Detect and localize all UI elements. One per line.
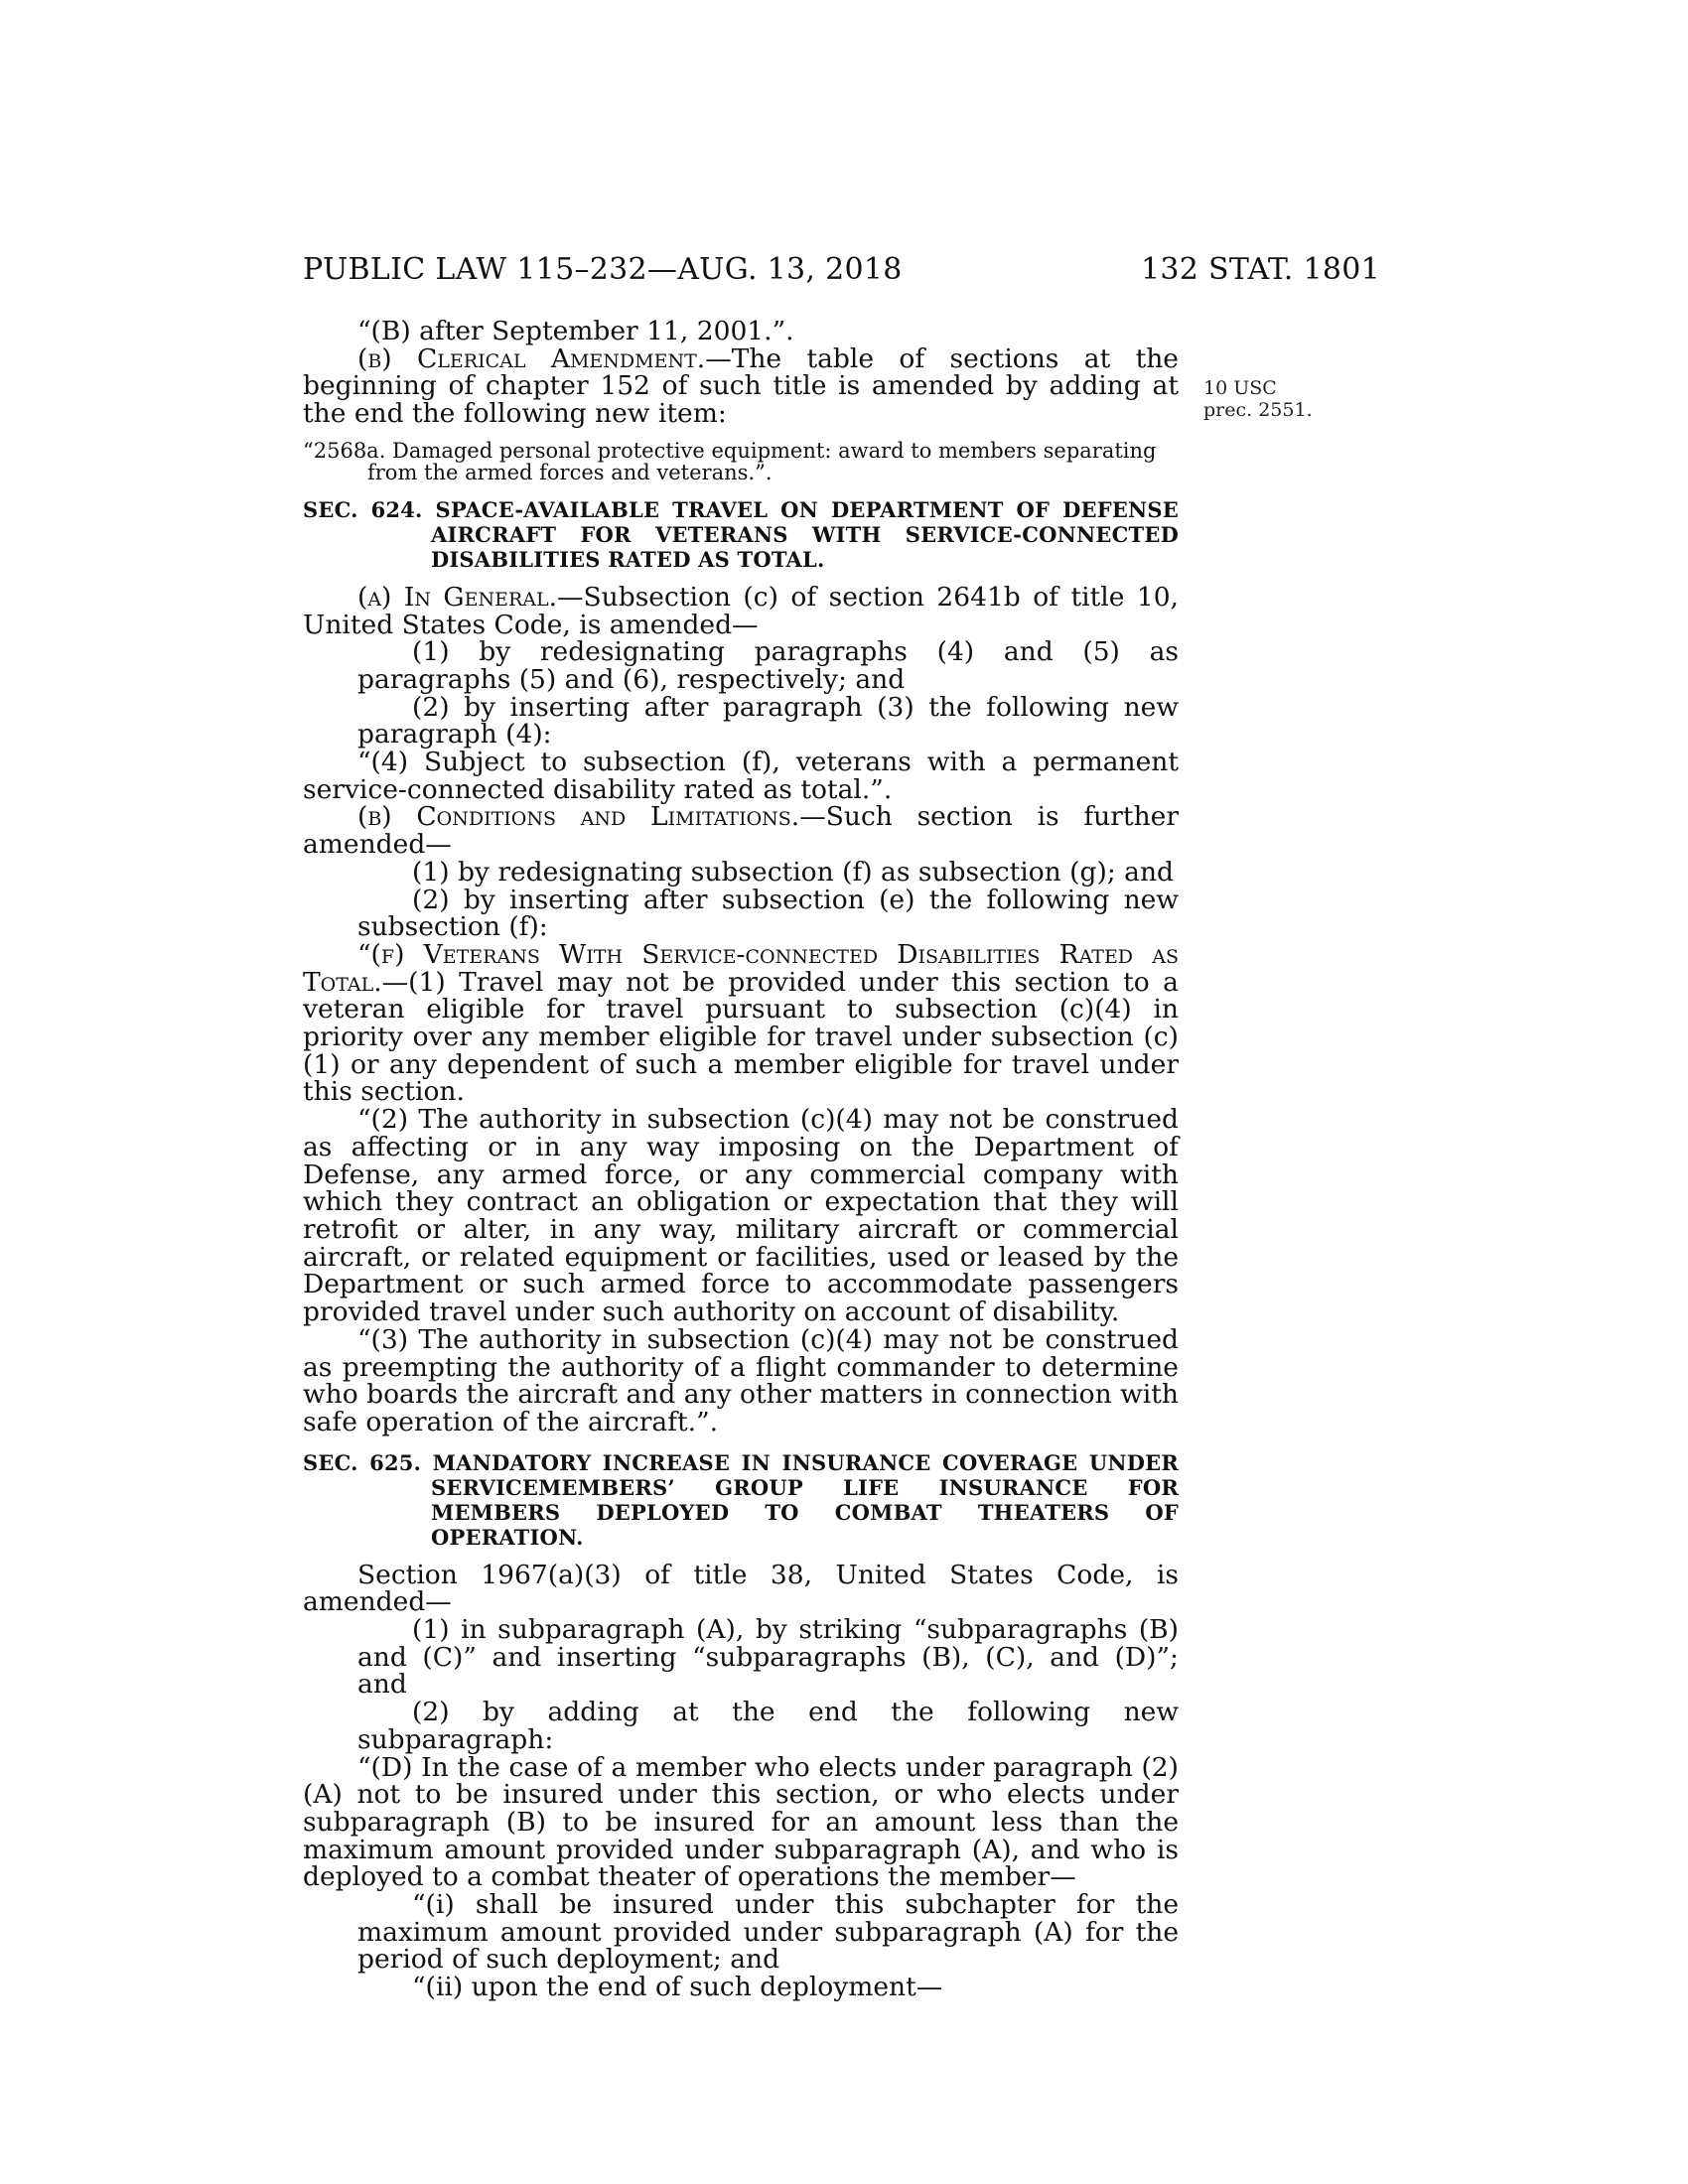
paragraph-new-d-i: “(i) shall be insured under this subchapter for the maximum amount provided under subparagraph (A) for the period of such deployment; and: [357, 1889, 1179, 1976]
paragraph-624-b-2: (2) by inserting after subsection (e) the following new subsection (f):: [357, 884, 1179, 943]
conditions-heading: (b) Conditions and Limitations.: [357, 801, 800, 833]
paragraph-625-1: (1) in subparagraph (A), by striking “subparagraphs (B) and (C)” and inserting “subparagraphs (B), (C), and (D)”; and: [357, 1614, 1179, 1701]
paragraph-new-d-ii: “(ii) upon the end of such deployment—: [412, 1972, 943, 2003]
paragraph-new-f-1: [303, 938, 1179, 1108]
veterans-subsection-heading: “(f) Veterans With Service-connected Disabilities Rated as Total.: [303, 938, 1179, 998]
paragraph-new-f-2: “(2) The authority in subsection (c)(4) may not be construed as affecting or in any way imposing on the Department of Defense, any armed force, or any commercial company with which they contract an obligation or expectation that they will retrofit or alter, in any way, military aircraft or commercial aircraft, or related equipment or facilities, used or leased by the Department or such armed force to accommodate passengers provided travel under such authority on account of disability.: [303, 1104, 1179, 1328]
section-624-heading: SEC. 624. SPACE-AVAILABLE TRAVEL ON DEPARTMENT OF DEFENSE AIRCRAFT FOR VETERANS WITH SERVICE-CONNECTED DISABILITIES RATED AS TOTAL.: [303, 496, 1179, 572]
page-header: [303, 252, 1380, 292]
margin-citation-line-2: prec. 2551.: [1203, 399, 1313, 421]
paragraph-624-a: [303, 581, 1179, 640]
paragraph-b-date: “(B) after September 11, 2001.”.: [357, 316, 794, 346]
stat-reference: 132 STAT. 1801: [1141, 252, 1380, 287]
paragraph-new-4: “(4) Subject to subsection (f), veterans with a permanent service-connected disability rated as total.”.: [303, 747, 1179, 805]
clerical-amendment-heading: (b) Clerical Amendment.: [357, 342, 706, 374]
paragraph-clerical-amendment: [303, 342, 1179, 430]
paragraph-624-b: [303, 801, 1179, 861]
paragraph-625-intro: Section 1967(a)(3) of title 38, United States Code, is amended—: [303, 1559, 1179, 1618]
in-general-heading: (a) In General.: [357, 581, 558, 613]
in-general-text: —Subsection (c) of section 2641b of title 10, United States Code, is amended—: [303, 581, 1179, 640]
paragraph-624-a-1: (1) by redesignating paragraphs (4) and (5) as paragraphs (5) and (6), respectively; and: [357, 636, 1179, 695]
paragraph-624-b-1: (1) by redesignating subsection (f) as subsection (g); and: [412, 856, 1174, 887]
margin-citation: [1203, 377, 1342, 421]
document-body: [303, 318, 1179, 2001]
clerical-amendment-text: —The table of sections at the beginning of chapter 152 of such title is amended by adding at the end the following new item:: [303, 342, 1179, 430]
paragraph-624-a-2: (2) by inserting after paragraph (3) the following new paragraph (4):: [357, 691, 1179, 751]
veterans-subsection-text: —(1) Travel may not be provided under this section to a veteran eligible for travel pursuant to subsection (c)(4) in priority over any member eligible for travel under subsection (c)(1) or any dependent of such a member eligible for travel under this section.: [303, 966, 1179, 1108]
table-item-2568a: “2568a. Damaged personal protective equipment: award to members separating from the armed forces and veterans.”.: [303, 438, 1157, 484]
paragraph-new-f-3: “(3) The authority in subsection (c)(4) may not be construed as preempting the authority of a flight commander to determine who boards the aircraft and any other matters in connection with safe operation of the aircraft.”.: [303, 1323, 1179, 1437]
margin-citation-line-1: 10 USC: [1203, 377, 1277, 399]
paragraph-625-2: (2) by adding at the end the following new subparagraph:: [357, 1697, 1179, 1755]
paragraph-new-d: “(D) In the case of a member who elects under paragraph (2)(A) not to be insured under this section, or who elects under subparagraph (B) to be insured for an amount less than the maximum amount provided under subparagraph (A), and who is deployed to a combat theater of operations the member—: [303, 1751, 1179, 1893]
section-625-heading: SEC. 625. MANDATORY INCREASE IN INSURANCE COVERAGE UNDER SERVICEMEMBERS’ GROUP LIFE INSURANCE FOR MEMBERS DEPLOYED TO COMBAT THEATERS OF OPERATION.: [303, 1449, 1179, 1550]
conditions-text: —Such section is further amended—: [303, 801, 1179, 861]
law-title: PUBLIC LAW 115–232—AUG. 13, 2018: [303, 252, 903, 287]
